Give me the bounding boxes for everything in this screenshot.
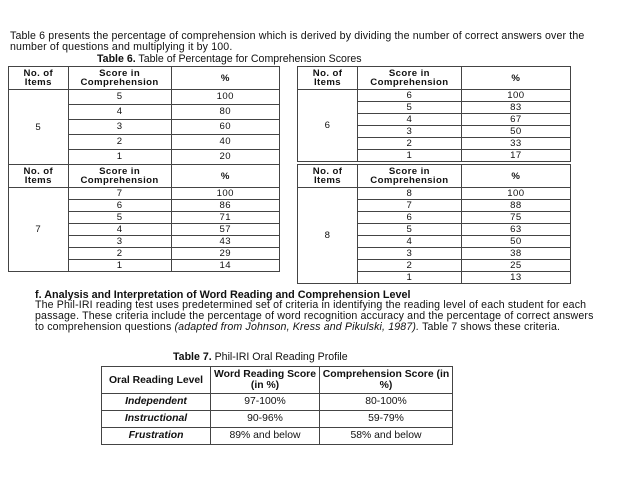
table6-block-8	[297, 164, 571, 284]
table7-level-cell: Independent	[102, 394, 211, 411]
table6-score-cell: 1	[358, 150, 462, 162]
table6-header-score: Score in Comprehension	[68, 165, 171, 188]
analysis-text-b: Table 7 shows these criteria.	[419, 321, 561, 334]
table6-pct-cell: 67	[461, 114, 570, 126]
table6-header-score: Score in Comprehension	[358, 67, 462, 90]
table6-header-items: No. of Items	[9, 165, 69, 188]
table6-pct-cell: 100	[171, 188, 279, 200]
table6-score-cell: 4	[358, 236, 462, 248]
table6-pct-cell: 86	[171, 200, 279, 212]
analysis-citation: (adapted from Johnson, Kress and Pikulski, 1987).	[174, 321, 420, 334]
table6-score-cell: 2	[358, 138, 462, 150]
table6-score-cell: 6	[358, 212, 462, 224]
table6-pct-cell: 20	[171, 150, 279, 165]
table7-score-cell: 59-79%	[320, 411, 453, 428]
table6-score-cell: 5	[358, 224, 462, 236]
table6-score-cell: 4	[68, 105, 171, 120]
table6-score-cell: 7	[68, 188, 171, 200]
table6-header-items: No. of Items	[298, 165, 358, 188]
table6-header-row	[298, 165, 571, 188]
table6-pct-cell: 14	[171, 260, 279, 272]
table6-pct-cell: 71	[171, 212, 279, 224]
table6-pct-cell: 13	[461, 272, 570, 284]
table7-header-row	[102, 367, 453, 394]
table6-row	[9, 188, 280, 200]
table6-header-pct: %	[461, 67, 570, 90]
analysis-text-a: The Phil-IRI reading test uses predetermined set of criteria in identifying the reading level of each student for each passage. These criteria include the percentage of word recognition accuracy and the percentage of correct answers to comprehension questions	[35, 299, 594, 334]
table6-score-cell: 4	[68, 224, 171, 236]
table6-score-cell: 2	[68, 248, 171, 260]
table6-score-cell: 3	[68, 120, 171, 135]
table6-pct-cell: 88	[461, 200, 570, 212]
table6-score-cell: 5	[68, 90, 171, 105]
table6-score-cell: 5	[358, 102, 462, 114]
table6-header-items: No. of Items	[298, 67, 358, 90]
table7-caption	[173, 351, 348, 363]
table6-pct-cell: 17	[461, 150, 570, 162]
table7-row	[102, 394, 453, 411]
table7-oral-reading-profile	[101, 366, 453, 445]
table6-score-cell: 3	[68, 236, 171, 248]
table6-block-5	[8, 66, 280, 165]
table6-header-score: Score in Comprehension	[358, 165, 462, 188]
table6-block-6	[297, 66, 571, 162]
table6-header-score: Score in Comprehension	[68, 67, 171, 90]
table6-caption-label: Table 6.	[97, 53, 136, 65]
table6-score-cell: 7	[358, 200, 462, 212]
table7-score-cell: 89% and below	[211, 428, 320, 445]
table6-pct-cell: 29	[171, 248, 279, 260]
analysis-paragraph	[35, 300, 605, 334]
table6-pct-cell: 63	[461, 224, 570, 236]
table7-score-cell: 80-100%	[320, 394, 453, 411]
table6-pct-cell: 75	[461, 212, 570, 224]
table6-pct-cell: 100	[171, 90, 279, 105]
table6-header-items: No. of Items	[9, 67, 69, 90]
table6-score-cell: 1	[68, 150, 171, 165]
table6-pct-cell: 100	[461, 90, 570, 102]
table6-row	[298, 90, 571, 102]
table6-score-cell: 6	[358, 90, 462, 102]
table6-score-cell: 2	[358, 260, 462, 272]
table6-items-cell: 7	[9, 188, 69, 272]
table6-pct-cell: 25	[461, 260, 570, 272]
table7-level-cell: Instructional	[102, 411, 211, 428]
table6-pct-cell: 83	[461, 102, 570, 114]
table6-header-row	[298, 67, 571, 90]
table7-caption-label: Table 7.	[173, 351, 212, 363]
table7-score-cell: 90-96%	[211, 411, 320, 428]
table6-block-7	[8, 164, 280, 272]
table6-score-cell: 8	[358, 188, 462, 200]
table7-header-cell: Word Reading Score (in %)	[211, 367, 320, 394]
table6-score-cell: 2	[68, 135, 171, 150]
table6-pct-cell: 57	[171, 224, 279, 236]
table7-level-cell: Frustration	[102, 428, 211, 445]
table6-header-row	[9, 165, 280, 188]
table6-header-pct: %	[171, 165, 279, 188]
table6-header-pct: %	[171, 67, 279, 90]
table7-row	[102, 411, 453, 428]
table6-row	[298, 188, 571, 200]
table6-header-pct: %	[461, 165, 570, 188]
table6-score-cell: 3	[358, 126, 462, 138]
table6-pct-cell: 33	[461, 138, 570, 150]
table6-caption	[97, 53, 362, 65]
table7-header-cell: Comprehension Score (in %)	[320, 367, 453, 394]
section-heading: f. Analysis and Interpretation of Word Reading and Comprehension Level	[35, 289, 411, 301]
table6-score-cell: 4	[358, 114, 462, 126]
table7-row	[102, 428, 453, 445]
table6-row	[9, 90, 280, 105]
table6-pct-cell: 43	[171, 236, 279, 248]
table6-items-cell: 6	[298, 90, 358, 162]
table6-pct-cell: 80	[171, 105, 279, 120]
table6-score-cell: 3	[358, 248, 462, 260]
table6-pct-cell: 38	[461, 248, 570, 260]
table6-caption-text: Table of Percentage for Comprehension Scores	[135, 53, 362, 65]
table6-pct-cell: 50	[461, 236, 570, 248]
table6-header-row	[9, 67, 280, 90]
table6-pct-cell: 40	[171, 135, 279, 150]
table7-score-cell: 58% and below	[320, 428, 453, 445]
intro-paragraph: Table 6 presents the percentage of comprehension which is derived by dividing the number of correct answers over the number of questions and multiplying it by 100.	[10, 30, 585, 54]
table6-pct-cell: 60	[171, 120, 279, 135]
table6-pct-cell: 100	[461, 188, 570, 200]
table7-caption-text: Phil-IRI Oral Reading Profile	[211, 351, 348, 363]
table6-items-cell: 5	[9, 90, 69, 165]
table7-header-cell: Oral Reading Level	[102, 367, 211, 394]
table6-items-cell: 8	[298, 188, 358, 284]
table6-score-cell: 5	[68, 212, 171, 224]
table6-score-cell: 1	[358, 272, 462, 284]
table6-score-cell: 1	[68, 260, 171, 272]
table6-score-cell: 6	[68, 200, 171, 212]
table7-score-cell: 97-100%	[211, 394, 320, 411]
table6-pct-cell: 50	[461, 126, 570, 138]
